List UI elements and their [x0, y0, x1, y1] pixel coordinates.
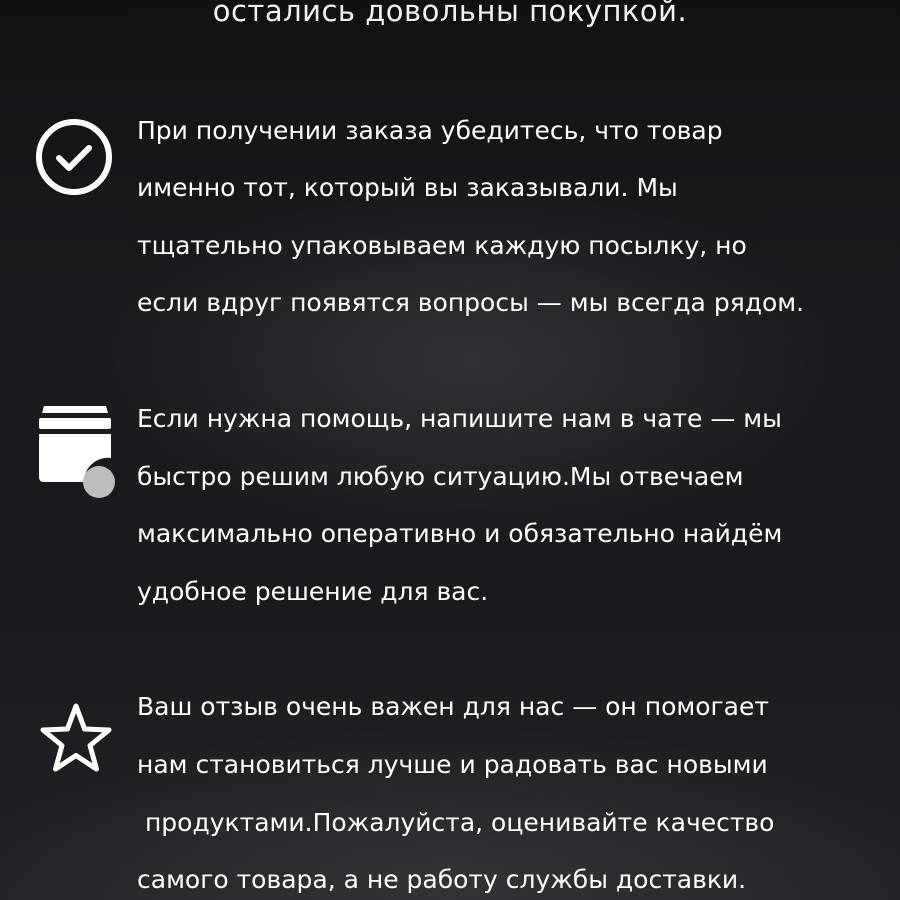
- section-support-chat-line: быстро решим любую ситуацию.Мы отвечаем: [137, 462, 744, 491]
- section-order-check-line: тщательно упаковываем каждую посылку, но: [137, 231, 747, 260]
- section-order-check-line: При получении заказа убедитесь, что товар: [137, 116, 723, 145]
- section-support-chat-line: удобное решение для вас.: [137, 577, 489, 606]
- section-order-check-line: если вдруг появятся вопросы — мы всегда рядом.: [137, 288, 805, 317]
- intro-text-tail-label: остались довольны покупкой.: [212, 0, 688, 28]
- section-review-line: продуктами.Пожалуйста, оценивайте качество: [137, 808, 775, 837]
- section-review-line: нам становиться лучше и радовать вас новыми: [137, 750, 768, 779]
- section-support-chat-line: Если нужна помощь, напишите нам в чате — мы: [137, 404, 782, 433]
- section-review-line: самого товара, а не работу службы доставки.: [137, 865, 747, 894]
- star-outline-icon: [36, 700, 116, 784]
- chat-message-icon: [36, 406, 120, 506]
- section-order-check-line: именно тот, который вы заказывали. Мы: [137, 173, 678, 202]
- check-circle-icon: [34, 117, 114, 201]
- intro-text-tail: [0, 0, 900, 28]
- section-support-chat-line: максимально оперативно и обязательно найдём: [137, 519, 783, 548]
- section-review-line: Ваш отзыв очень важен для нас — он помогает: [137, 692, 769, 721]
